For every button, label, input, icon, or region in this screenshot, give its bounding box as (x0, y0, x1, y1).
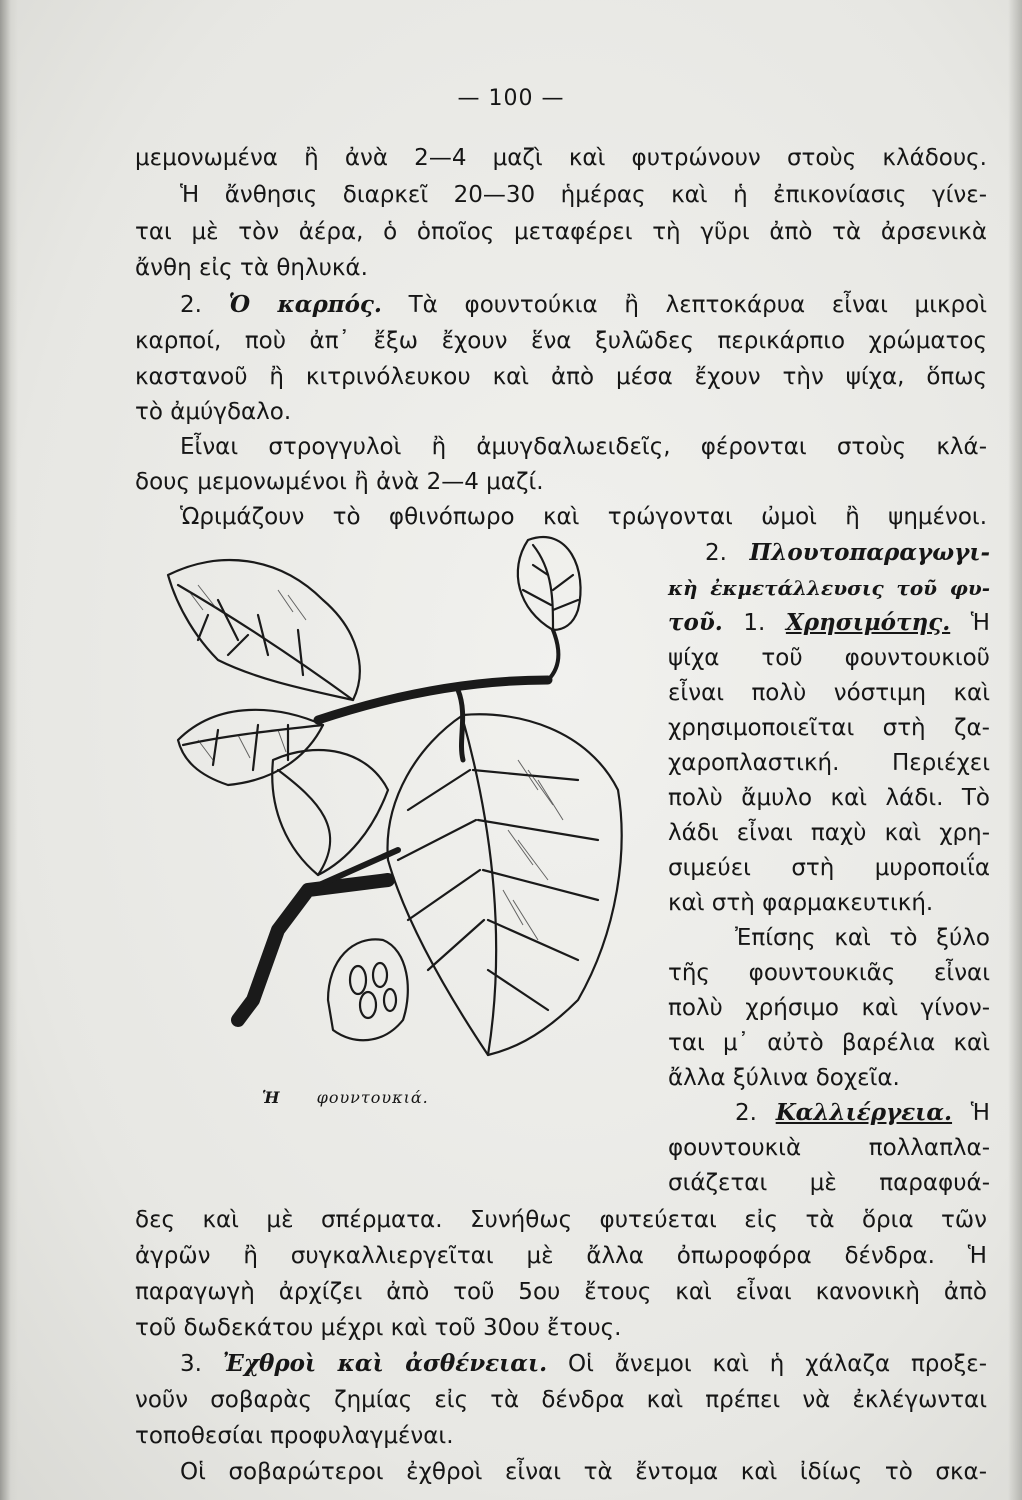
text-line: τοῦ δωδεκάτου μέχρι καὶ τοῦ 30ου ἔτους. (135, 1315, 622, 1341)
subsection-number: 2. (735, 1100, 757, 1126)
text-line: μεμονωμένα ἢ ἀνὰ 2—4 μαζὶ καὶ φυτρώνουν στοὺς κλάδους. (135, 145, 987, 171)
section-number: 2. (180, 292, 202, 318)
text-span: Τὰ φουντούκια ἢ λεπτοκάρυα εἶναι μικροὶ (408, 292, 987, 318)
subsection-heading: Χρησιμότης. (785, 609, 951, 636)
text-line: καστανοῦ ἢ κιτρινόλευκου καὶ ἀπὸ μέσα ἔχουν τὴν ψίχα, ὅπως (135, 364, 987, 390)
text-span: Ἡ (970, 610, 990, 636)
text-line: παραγωγὴ ἀρχίζει ἀπὸ τοῦ 5ου ἔτους καὶ εἶναι κανονικὴ ἀπὸ (135, 1279, 987, 1305)
text-line: τοποθεσίαι προφυλαγμέναι. (135, 1423, 454, 1449)
subsection-heading-line (735, 1098, 990, 1128)
hazelnut-branch-illustration (158, 530, 638, 1090)
caption-text: φουντουκιά. (316, 1088, 429, 1107)
text-line: Οἱ σοβαρώτεροι ἐχθροὶ εἶναι τὰ ἔντομα καὶ ἰδίως τὸ σκα- (180, 1459, 987, 1485)
page-edge-shadow (1008, 0, 1022, 1500)
text-line: ται μ᾽ αὐτὸ βαρέλια καὶ (668, 1030, 990, 1056)
text-line: Ὡριμάζουν τὸ φθινόπωρο καὶ τρώγονται ὠμοὶ ἢ ψημένοι. (180, 504, 987, 530)
text-line: ἄλλα ξύλινα δοχεῖα. (668, 1065, 900, 1091)
text-line: λάδι εἶναι παχὺ καὶ χρη- (668, 820, 990, 846)
section-heading: τοῦ. (668, 609, 723, 636)
text-line: καρποί, ποὺ ἀπ᾽ ἔξω ἔχουν ἕνα ξυλῶδες περικάρπιο χρώματος (135, 328, 987, 354)
section-heading-line (705, 538, 990, 568)
caption-article: Ἡ (262, 1088, 281, 1107)
text-line: χρησιμοποιεῖται στὴ ζα- (668, 715, 990, 741)
text-line: Ἡ ἄνθησις διαρκεῖ 20—30 ἡμέρας καὶ ἡ ἐπικονίασις γίνε- (180, 182, 987, 208)
text-line: ψίχα τοῦ φουντουκιοῦ (668, 645, 990, 671)
section-heading: Ἐχθροὶ καὶ ἀσθένειαι. (222, 1350, 548, 1377)
text-line: τῆς φουντουκιᾶς εἶναι (668, 960, 990, 986)
subsection-heading-line (668, 608, 990, 638)
text-line: δους μεμονωμένοι ἢ ἀνὰ 2—4 μαζί. (135, 469, 544, 495)
text-line: ἀγρῶν ἢ συγκαλλιεργεῖται μὲ ἄλλα ὀπωροφόρα δένδρα. Ἡ (135, 1243, 987, 1269)
text-line: ται μὲ τὸν ἀέρα, ὁ ὁποῖος μεταφέρει τὴ γῦρι ἀπὸ τὰ ἀρσενικὰ (135, 219, 987, 245)
section-heading: κὴ ἐκμετάλλευσις τοῦ φυ- (668, 576, 990, 600)
text-line: νοῦν σοβαρὰς ζημίας εἰς τὰ δένδρα καὶ πρέπει νὰ ἐκλέγωνται (135, 1387, 987, 1413)
text-line: πολὺ χρήσιμο καὶ γίνον- (668, 995, 990, 1021)
text-line: δες καὶ μὲ σπέρματα. Συνήθως φυτεύεται εἰς τὰ ὅρια τῶν (135, 1207, 987, 1233)
text-line: σιάζεται μὲ παραφυά- (668, 1170, 990, 1196)
page-number: — 100 — (457, 86, 565, 111)
text-line: Ἐπίσης καὶ τὸ ξύλο (735, 925, 990, 951)
text-line: ἄνθη εἰς τὰ θηλυκά. (135, 255, 368, 281)
subsection-number: 1. (743, 610, 766, 636)
figure-caption (262, 1088, 429, 1107)
text-span: Οἱ ἄνεμοι καὶ ἡ χάλαζα προξε- (568, 1351, 988, 1377)
section-number: 2. (705, 540, 727, 566)
text-line: χαροπλαστική. Περιέχει (668, 750, 990, 776)
section-heading-line (180, 290, 987, 320)
section-heading-line (180, 1349, 987, 1379)
text-line: πολὺ ἄμυλο καὶ λάδι. Τὸ (668, 785, 990, 811)
text-line: εἶναι πολὺ νόστιμη καὶ (668, 680, 990, 706)
text-span: Ἡ (970, 1100, 990, 1126)
text-line: καὶ στὴ φαρμακευτική. (668, 890, 934, 916)
section-number: 3. (180, 1351, 202, 1377)
section-heading: Ὁ καρπός. (228, 291, 382, 318)
page-binding-shadow (0, 0, 18, 1500)
subsection-heading: Καλλιέργεια. (775, 1099, 953, 1126)
text-line: σιμεύει στὴ μυροποιΐα (668, 855, 990, 881)
text-line: Εἶναι στρογγυλοὶ ἢ ἀμυγδαλωειδεῖς, φέρονται στοὺς κλά- (180, 434, 987, 460)
text-line: φουντουκιὰ πολλαπλα- (668, 1135, 990, 1161)
section-heading: Πλουτοπαραγωγι- (749, 539, 990, 566)
text-line: τὸ ἀμύγδαλο. (135, 399, 292, 425)
